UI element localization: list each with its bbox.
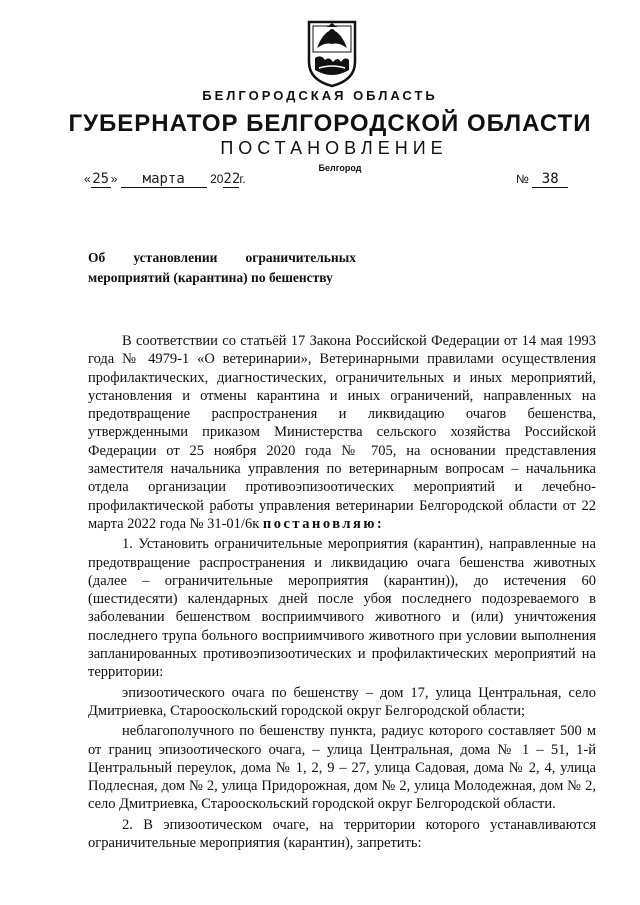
date-day: 25 (92, 171, 110, 187)
date-year-prefix: 20 (210, 172, 224, 186)
clause-1-paragraph: 1. Установить ограничительные мероприятия (карантин), направленные на предотвращение распространения и ликвидацию очага бешенства животных (далее – ограничительные мероприятия (карантин)), до истечения 60 (шестидесяти) календарных дней после убоя последнего подозреваемого в заболевании бешенством восприимчивого животного и (или) уничтожения последнего трупа больного восприимчивого животного при условии выполнения запланированных противоэпизоотических и профилактических мероприятий на территории: (88, 536, 596, 681)
decree-keyword: постановляю: (262, 515, 385, 532)
region-heading: БЕЛГОРОДСКАЯ ОБЛАСТЬ (202, 88, 438, 103)
document-body (88, 332, 596, 854)
document-type-heading: ПОСТАНОВЛЕНИЕ (220, 138, 448, 158)
document-number-line (516, 171, 568, 188)
date-year-unit: г. (239, 172, 246, 186)
date-open-quote: « (84, 172, 91, 186)
clause-2-paragraph: 2. В эпизоотическом очаге, на территории которого устанавливаются ограничительные мероприятия (карантин), запретить: (88, 816, 596, 852)
date-line (84, 171, 246, 188)
city-label: Белгород (318, 163, 362, 173)
governor-heading: ГУБЕРНАТОР БЕЛГОРОДСКОЙ ОБЛАСТИ (68, 110, 592, 137)
unfavorable-point-paragraph: неблагополучного по бешенству пункта, радиус которого составляет 500 м от границ эпизоотического очага, – улица Центральная, дома № 1 – 51, 1-й Центральный переулок, дома № 1, 2, 9 – 27, улица Садовая, дома № 2, 4, улица Подлесная, дом № 2, улица Придорожная, дом № 2, улица Молодежная, дом № 2, село Дмитриевка, Старооскольский городской округ Белгородской области. (88, 723, 596, 813)
date-close-quote: » (110, 172, 118, 186)
number-label: № (516, 172, 529, 186)
document-number: 38 (532, 171, 568, 188)
date-month: марта (121, 171, 207, 188)
date-year-suffix: 22 (223, 171, 241, 187)
preamble-paragraph (88, 332, 596, 533)
coat-of-arms-emblem (305, 18, 359, 88)
epizootic-focus-paragraph: эпизоотического очага по бешенству – дом 17, улица Центральная, село Дмитриевка, Старооскольский городской округ Белгородской области; (88, 684, 596, 719)
preamble-text: В соответствии со статьёй 17 Закона Российской Федерации от 14 мая 1993 года № 4979-1 «О ветеринарии», Ветеринарными правилами осуществления профилактических, диагностических, ограничительных и иных мероприятий, установления и отмены карантина и иных ограничений, направленных на предотвращение распространения и ликвидацию очагов бешенства, утвержденными приказом Министерства сельского хозяйства Российской Федерации от 25 ноября 2020 года № 705, на основании представления заместителя начальника управления по ветеринарным вопросам – начальника отдела организации противоэпизоотических мероприятий и лечебно-профилактической работы управления ветеринарии Белгородской области от 22 марта 2022 года № 31-01/6к (88, 333, 596, 532)
document-title: Об установлении ограничительных мероприятий (карантина) по бешенству (88, 250, 356, 285)
